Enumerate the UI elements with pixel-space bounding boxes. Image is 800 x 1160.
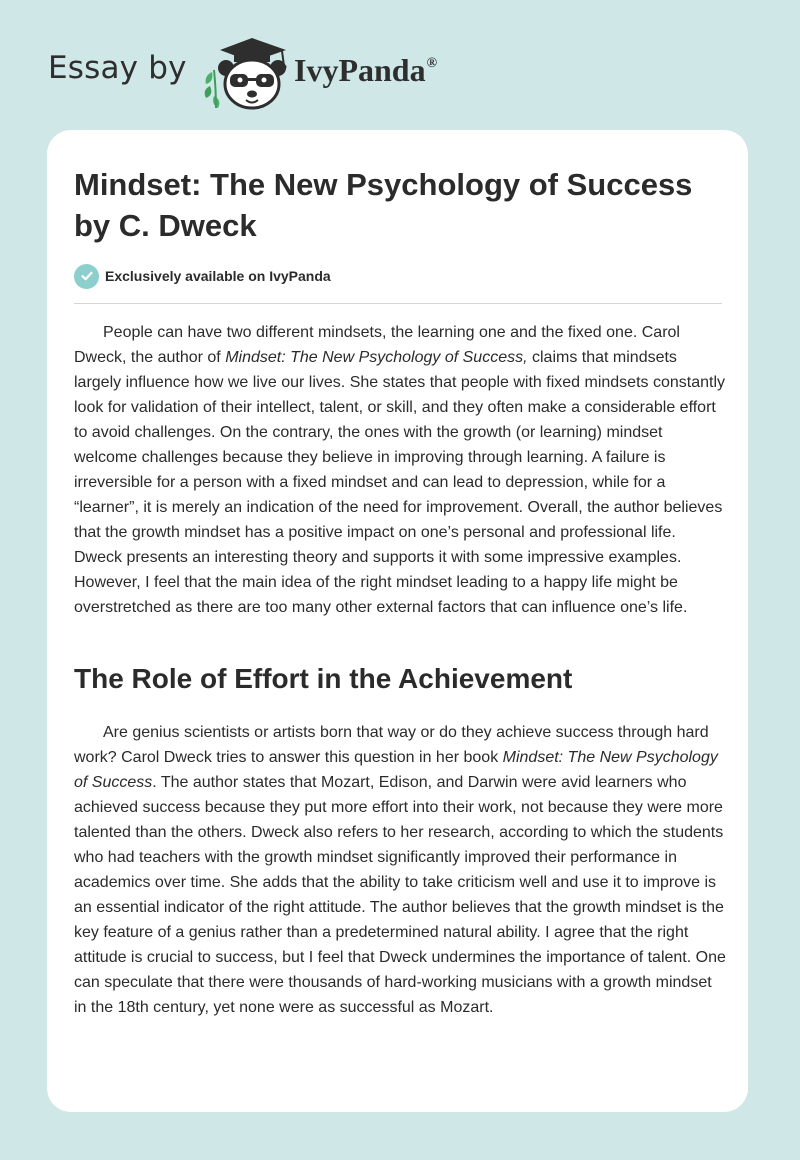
paragraph-text: claims that mindsets largely influence how we live our lives. She states that people with fixed mindsets constantly look for validation of their intellect, talent, or skill, and they often make a considerable effort to avoid challenges. On the contrary, the ones with the growth (or learning) mindset welcome challenges because they believe in improving through learning. A failure is irreversible for a person with a fixed mindset and can lead to depression, while for a “learner”, it is merely an indication of the need for improvement. Overall, the author believes that the growth mindset has a positive impact on one’s personal and professional life. Dweck presents an interesting theory and supports it with some impressive examples. However, I feel that the main idea of the right mindset leading to a happy life might be overstretched as there are too many other external factors that can influence one’s life. — [74, 349, 726, 616]
exclusive-label: Exclusively available on IvyPanda — [105, 268, 331, 284]
ivy-leaf-icon — [205, 70, 220, 108]
panda-logo-icon[interactable] — [202, 34, 290, 110]
section-heading: The Role of Effort in the Achievement — [74, 663, 573, 694]
check-icon — [74, 264, 99, 289]
essay-card — [47, 130, 748, 1112]
essay-by-label: Essay by — [48, 50, 187, 86]
paragraph-text: People can have two different mindsets, the learning one and the fixed one. Carol Dweck, the author of — [74, 324, 680, 366]
section-paragraph — [74, 720, 726, 1020]
site-header — [0, 0, 800, 130]
paragraph-text: . The author states that Mozart, Edison, and Darwin were avid learners who achieved success because they put more effort into their work, not because they were more talented than the others. Dweck also refers to her research, according to which the students who had teachers with the growth mindset significantly improved their performance in academics over time. She adds that the ability to take criticism well and use it to improve is an essential indicator of the right attitude. The author believes that the growth mindset is the key feature of a genius rather than a predetermined natural ability. I agree that the right attitude is crucial to success, but I feel that Dweck undermines the importance of talent. One can speculate that there were thousands of hard-working musicians with a growth mindset in the 18th century, yet none were as successful as Mozart. — [74, 774, 726, 1016]
ivypanda-brand[interactable] — [294, 52, 437, 89]
exclusive-badge — [74, 263, 331, 289]
book-title-italic: Mindset: The New Psychology of Success — [74, 749, 718, 791]
paragraph-text: Are genius scientists or artists born that way or do they achieve success through hard work? Carol Dweck tries to answer this question in her book — [74, 724, 709, 766]
divider — [74, 303, 722, 304]
book-title-italic: Mindset: The New Psychology of Success, — [225, 349, 528, 366]
page-title: Mindset: The New Psychology of Success by C. Dweck — [74, 167, 693, 243]
registered-mark: ® — [426, 56, 438, 71]
intro-paragraph — [74, 320, 726, 620]
brand-name: IvyPanda — [294, 52, 426, 88]
